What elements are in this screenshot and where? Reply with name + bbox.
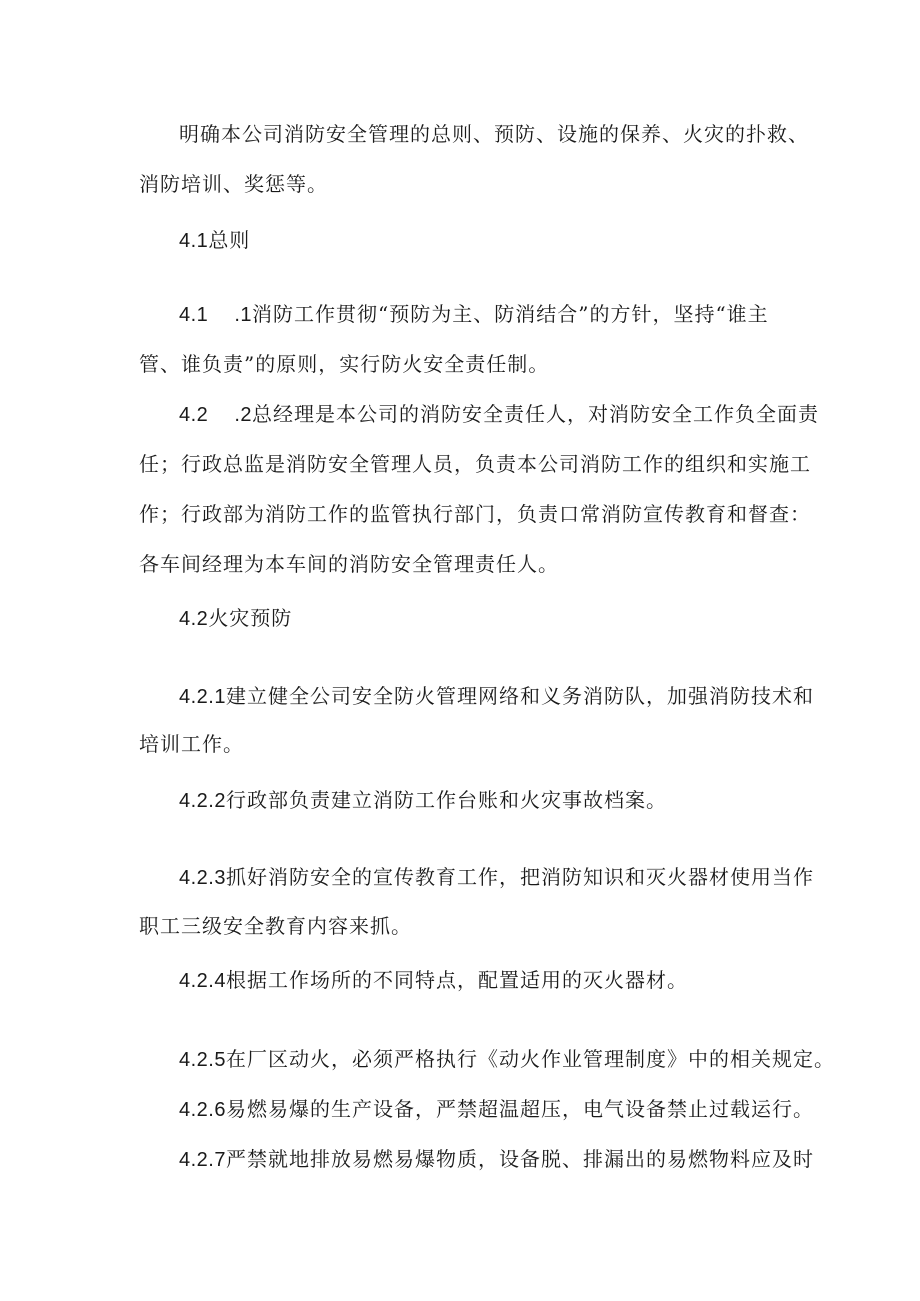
clause-text: 严禁就地排放易燃易爆物质，设备脱、排漏出的易燃物料应及时 [225, 1147, 814, 1171]
section-title: 火灾预防 [208, 606, 293, 630]
clause-number: 4.2.4 [179, 970, 226, 992]
clause-4-2-4 [179, 966, 688, 995]
clause-4-2-6 [179, 1095, 814, 1124]
section-number: 4.1 [179, 230, 209, 252]
clause-text: 消防工作贯彻“预防为主、防消结合”的方针，坚持“谁主 [252, 302, 769, 326]
clause-text: 易燃易爆的生产设备，严禁超温超压，电气设备禁止过载运行。 [225, 1097, 814, 1121]
clause-4-2-1-line-1 [179, 682, 814, 711]
clause-4-2-5 [179, 1045, 835, 1074]
clause-number-b: .2 [234, 404, 252, 426]
clause-text: 根据工作场所的不同特点，配置适用的灭火器材。 [225, 968, 688, 992]
section-number: 4.2 [179, 608, 209, 630]
clause-4-2-1-line-2: 培训工作。 [139, 732, 244, 756]
clause-text: 在厂区动火，必须严格执行《动火作业管理制度》中的相关规定。 [225, 1047, 835, 1071]
clause-4-1-2-line-1 [179, 400, 819, 429]
clause-4-1-2-line-2: 任；行政总监是消防安全管理人员，负责本公司消防工作的组织和实施工 [139, 452, 811, 476]
clause-4-1-2-line-3: 作；行政部为消防工作的监管执行部门，负责口常消防宣传教育和督查： [139, 502, 811, 526]
clause-4-1-1-line-2: 管、谁负责”的原则，实行防火安全责任制。 [139, 352, 550, 376]
section-heading-4-2 [179, 604, 292, 633]
clause-number: 4.2.1 [179, 686, 226, 708]
clause-number: 4.2.2 [179, 790, 226, 812]
clause-4-1-2-line-4: 各车间经理为本车间的消防安全管理责任人。 [139, 552, 559, 576]
clause-number: 4.2.5 [179, 1049, 226, 1071]
clause-4-2-3-line-1 [179, 863, 814, 892]
clause-4-2-3-line-2: 职工三级安全教育内容来抓。 [139, 914, 412, 938]
clause-number-b: .1 [234, 304, 252, 326]
clause-4-2-7 [179, 1145, 814, 1174]
section-heading-4-1 [179, 226, 250, 255]
clause-4-2-2 [179, 786, 667, 815]
clause-number-a: 4.2 [179, 404, 209, 426]
clause-number: 4.2.6 [179, 1099, 226, 1121]
clause-text: 总经理是本公司的消防安全责任人，对消防安全工作负全面责 [252, 402, 819, 426]
clause-text: 行政部负责建立消防工作台账和火灾事故档案。 [225, 788, 667, 812]
clause-text: 建立健全公司安全防火管理网络和义务消防队，加强消防技术和 [225, 684, 814, 708]
intro-line-1: 明确本公司消防安全管理的总则、预防、设施的保养、火灾的扑救、 [179, 122, 809, 146]
clause-number: 4.2.3 [179, 867, 226, 889]
section-title: 总则 [208, 228, 251, 252]
clause-number-a: 4.1 [179, 304, 209, 326]
clause-text: 抓好消防安全的宣传教育工作，把消防知识和灭火器材使用当作 [225, 865, 814, 889]
intro-line-2: 消防培训、奖惩等。 [139, 172, 328, 196]
clause-number: 4.2.7 [179, 1149, 226, 1171]
clause-4-1-1-line-1 [179, 300, 769, 329]
